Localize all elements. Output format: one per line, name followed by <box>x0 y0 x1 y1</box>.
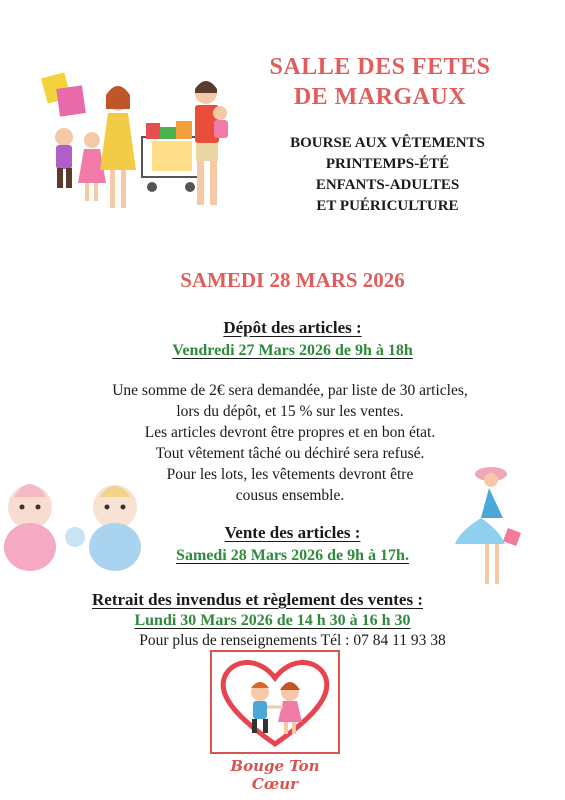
event-line-2: PRINTEMPS-ÉTÉ <box>325 156 450 172</box>
family-shopping-illustration <box>30 65 245 220</box>
rule-line: lors du dépôt, et 15 % sur les ventes. <box>176 403 404 420</box>
deposit-section <box>60 318 525 360</box>
rule-line: Tout vêtement tâché ou déchiré sera refusé. <box>155 445 425 462</box>
event-line-4: ET PUÉRICULTURE <box>316 198 459 214</box>
sale-date: Samedi 28 Mars 2026 de 9h à 17h. <box>176 547 409 564</box>
venue-line-2: DE MARGAUX <box>293 84 467 110</box>
rule-line: Les articles devront être propres et en bon état. <box>144 424 436 441</box>
rule-line: Une somme de 2€ sera demandée, par liste de 30 articles, <box>112 382 468 399</box>
logo-text: Bouge Ton Cœur <box>230 757 320 793</box>
rule-line: cousus ensemble. <box>235 487 345 504</box>
sale-heading: Vente des articles : <box>224 523 361 542</box>
event-description <box>240 133 535 217</box>
association-logo <box>210 650 340 754</box>
event-line-3: ENFANTS-ADULTES <box>315 177 460 193</box>
rule-line: Pour les lots, les vêtements devront être <box>166 466 414 483</box>
contact-info: Pour plus de renseignements Tél : 07 84 11 93 38 <box>139 632 446 649</box>
pickup-date: Lundi 30 Mars 2026 de 14 h 30 à 16 h 30 <box>134 612 411 629</box>
pickup-heading: Retrait des invendus et règlement des ventes : <box>92 590 423 609</box>
venue-line-1: SALLE DES FETES <box>269 54 491 80</box>
deposit-date: Vendredi 27 Mars 2026 de 9h à 18h <box>172 342 413 359</box>
pickup-section <box>20 590 495 630</box>
sale-section <box>60 523 525 565</box>
venue-title <box>230 52 530 112</box>
event-line-1: BOURSE AUX VÊTEMENTS <box>290 135 485 151</box>
main-event-date: SAMEDI 28 MARS 2026 <box>180 268 405 292</box>
deposit-heading: Dépôt des articles : <box>223 318 362 337</box>
heart-children-icon <box>212 652 338 752</box>
